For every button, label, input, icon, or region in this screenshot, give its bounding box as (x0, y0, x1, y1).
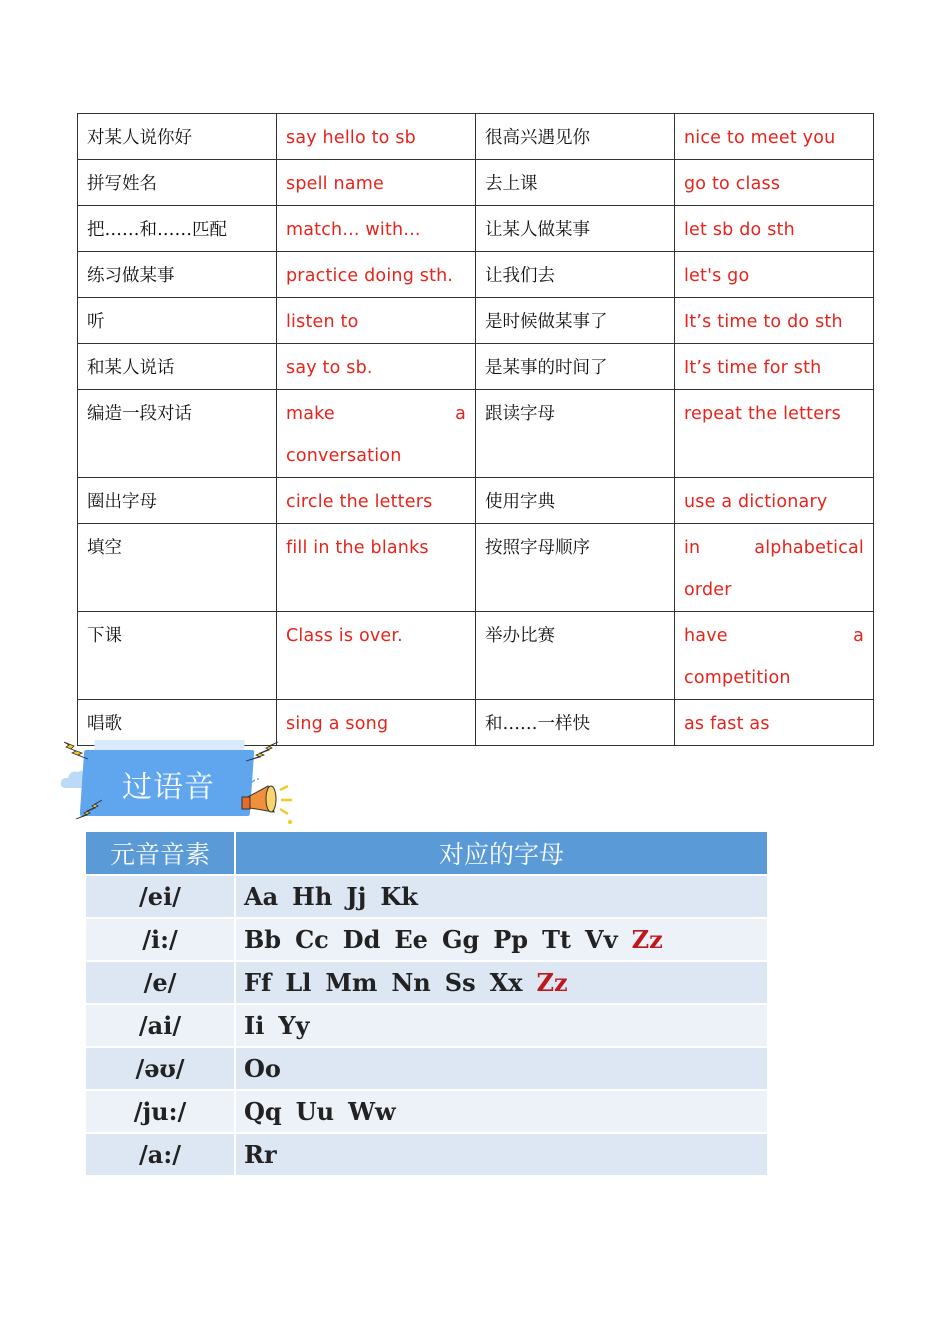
chinese-phrase-cell: 举办比赛 (476, 612, 675, 700)
chinese-phrase-cell: 和某人说话 (78, 344, 277, 390)
letters-cell (236, 919, 767, 962)
letter-pair: Tt (542, 925, 572, 954)
phoneme-cell: /ai/ (86, 1005, 236, 1048)
english-phrase-cell: repeat the letters (675, 390, 874, 478)
english-phrase-cell: match... with... (277, 206, 476, 252)
letter-pair: Aa (244, 882, 279, 911)
chinese-phrase-cell: 唱歌 (78, 700, 277, 746)
letter-pair: Ff (244, 968, 272, 997)
chinese-phrase-cell: 让某人做某事 (476, 206, 675, 252)
chinese-phrase-cell: 编造一段对话 (78, 390, 277, 478)
english-phrase-cell: in alphabetical order (675, 524, 874, 612)
english-phrase-cell: fill in the blanks (277, 524, 476, 612)
letter-pair: Zz (631, 925, 663, 954)
chinese-phrase-cell: 对某人说你好 (78, 114, 277, 160)
chinese-phrase-cell: 填空 (78, 524, 277, 612)
chinese-phrase-cell: 跟读字母 (476, 390, 675, 478)
english-phrase-cell: say to sb. (277, 344, 476, 390)
english-phrase-cell: have a competition (675, 612, 874, 700)
banner-title: 过语音 (122, 770, 215, 805)
table-row (86, 876, 767, 919)
header-letters: 对应的字母 (236, 832, 767, 876)
letter-pair: Rr (244, 1140, 277, 1169)
chinese-phrase-cell: 按照字母顺序 (476, 524, 675, 612)
english-phrase-cell: nice to meet you (675, 114, 874, 160)
letter-pair: Vv (585, 925, 618, 954)
letter-pair: Bb (244, 925, 282, 954)
section-banner (60, 738, 310, 830)
english-phrase-cell: It’s time for sth (675, 344, 874, 390)
letter-pair: Zz (536, 968, 568, 997)
chinese-phrase-cell: 和……一样快 (476, 700, 675, 746)
phoneme-cell: /ei/ (86, 876, 236, 919)
table-row (86, 1048, 767, 1091)
english-phrase-cell: It’s time to do sth (675, 298, 874, 344)
letter-pair: Oo (244, 1054, 281, 1083)
chinese-phrase-cell: 是某事的时间了 (476, 344, 675, 390)
letter-pair: Jj (346, 882, 367, 911)
phoneme-cell: /i:/ (86, 919, 236, 962)
chinese-phrase-cell: 听 (78, 298, 277, 344)
chinese-phrase-cell: 练习做某事 (78, 252, 277, 298)
letter-pair: Gg (441, 925, 480, 954)
chinese-phrase-cell: 很高兴遇见你 (476, 114, 675, 160)
chinese-phrase-cell: 去上课 (476, 160, 675, 206)
chinese-phrase-cell: 圈出字母 (78, 478, 277, 524)
letter-pair: Nn (391, 968, 431, 997)
table-row (78, 252, 874, 298)
letter-pair: Qq (244, 1097, 282, 1126)
lightning-icon (62, 740, 90, 760)
letter-pair: Pp (493, 925, 529, 954)
vowel-letter-table (86, 832, 767, 1177)
letter-pair: Ee (394, 925, 428, 954)
english-phrase-cell: circle the letters (277, 478, 476, 524)
english-phrase-cell: make a conversation (277, 390, 476, 478)
table-row (78, 160, 874, 206)
english-phrase-cell: Class is over. (277, 612, 476, 700)
table-row (86, 1091, 767, 1134)
phoneme-cell: /əʊ/ (86, 1048, 236, 1091)
letters-cell (236, 1134, 767, 1177)
letter-pair: Hh (292, 882, 333, 911)
megaphone-icon (238, 778, 300, 826)
letters-cell (236, 962, 767, 1005)
lightning-icon (74, 798, 104, 820)
letter-pair: Dd (342, 925, 381, 954)
english-phrase-cell: sing a song (277, 700, 476, 746)
letter-pair: Ss (444, 968, 476, 997)
english-phrase-cell: as fast as (675, 700, 874, 746)
chinese-phrase-cell: 拼写姓名 (78, 160, 277, 206)
letter-pair: Ww (348, 1097, 396, 1126)
phoneme-cell: /e/ (86, 962, 236, 1005)
letters-cell (236, 1005, 767, 1048)
chinese-phrase-cell: 让我们去 (476, 252, 675, 298)
table-row (78, 524, 874, 612)
english-phrase-cell: spell name (277, 160, 476, 206)
table-row (86, 919, 767, 962)
header-phoneme: 元音音素 (86, 832, 236, 876)
letters-cell (236, 876, 767, 919)
chinese-phrase-cell: 下课 (78, 612, 277, 700)
letter-pair: Mm (325, 968, 378, 997)
english-phrase-cell: say hello to sb (277, 114, 476, 160)
letter-pair: Yy (278, 1011, 310, 1040)
letter-pair: Uu (295, 1097, 335, 1126)
letter-pair: Xx (489, 968, 523, 997)
phoneme-cell: /ju:/ (86, 1091, 236, 1134)
lightning-icon (244, 740, 280, 762)
table-row (78, 114, 874, 160)
table-row (78, 206, 874, 252)
chinese-phrase-cell: 是时候做某事了 (476, 298, 675, 344)
letter-pair: Ii (244, 1011, 265, 1040)
english-phrase-cell: let's go (675, 252, 874, 298)
table-row (86, 962, 767, 1005)
letter-pair: Cc (295, 925, 329, 954)
table-row (86, 1134, 767, 1177)
table-row (78, 612, 874, 700)
table-row (78, 478, 874, 524)
phoneme-cell: /a:/ (86, 1134, 236, 1177)
phrase-table (77, 113, 874, 746)
english-phrase-cell: practice doing sth. (277, 252, 476, 298)
chinese-phrase-cell: 使用字典 (476, 478, 675, 524)
letter-pair: Kk (380, 882, 418, 911)
english-phrase-cell: listen to (277, 298, 476, 344)
english-phrase-cell: let sb do sth (675, 206, 874, 252)
chinese-phrase-cell: 把……和……匹配 (78, 206, 277, 252)
english-phrase-cell: go to class (675, 160, 874, 206)
table-row (86, 1005, 767, 1048)
table-row (78, 344, 874, 390)
letters-cell (236, 1091, 767, 1134)
letters-cell (236, 1048, 767, 1091)
letter-pair: Ll (285, 968, 312, 997)
english-phrase-cell: use a dictionary (675, 478, 874, 524)
table-row (78, 390, 874, 478)
table-row (78, 298, 874, 344)
